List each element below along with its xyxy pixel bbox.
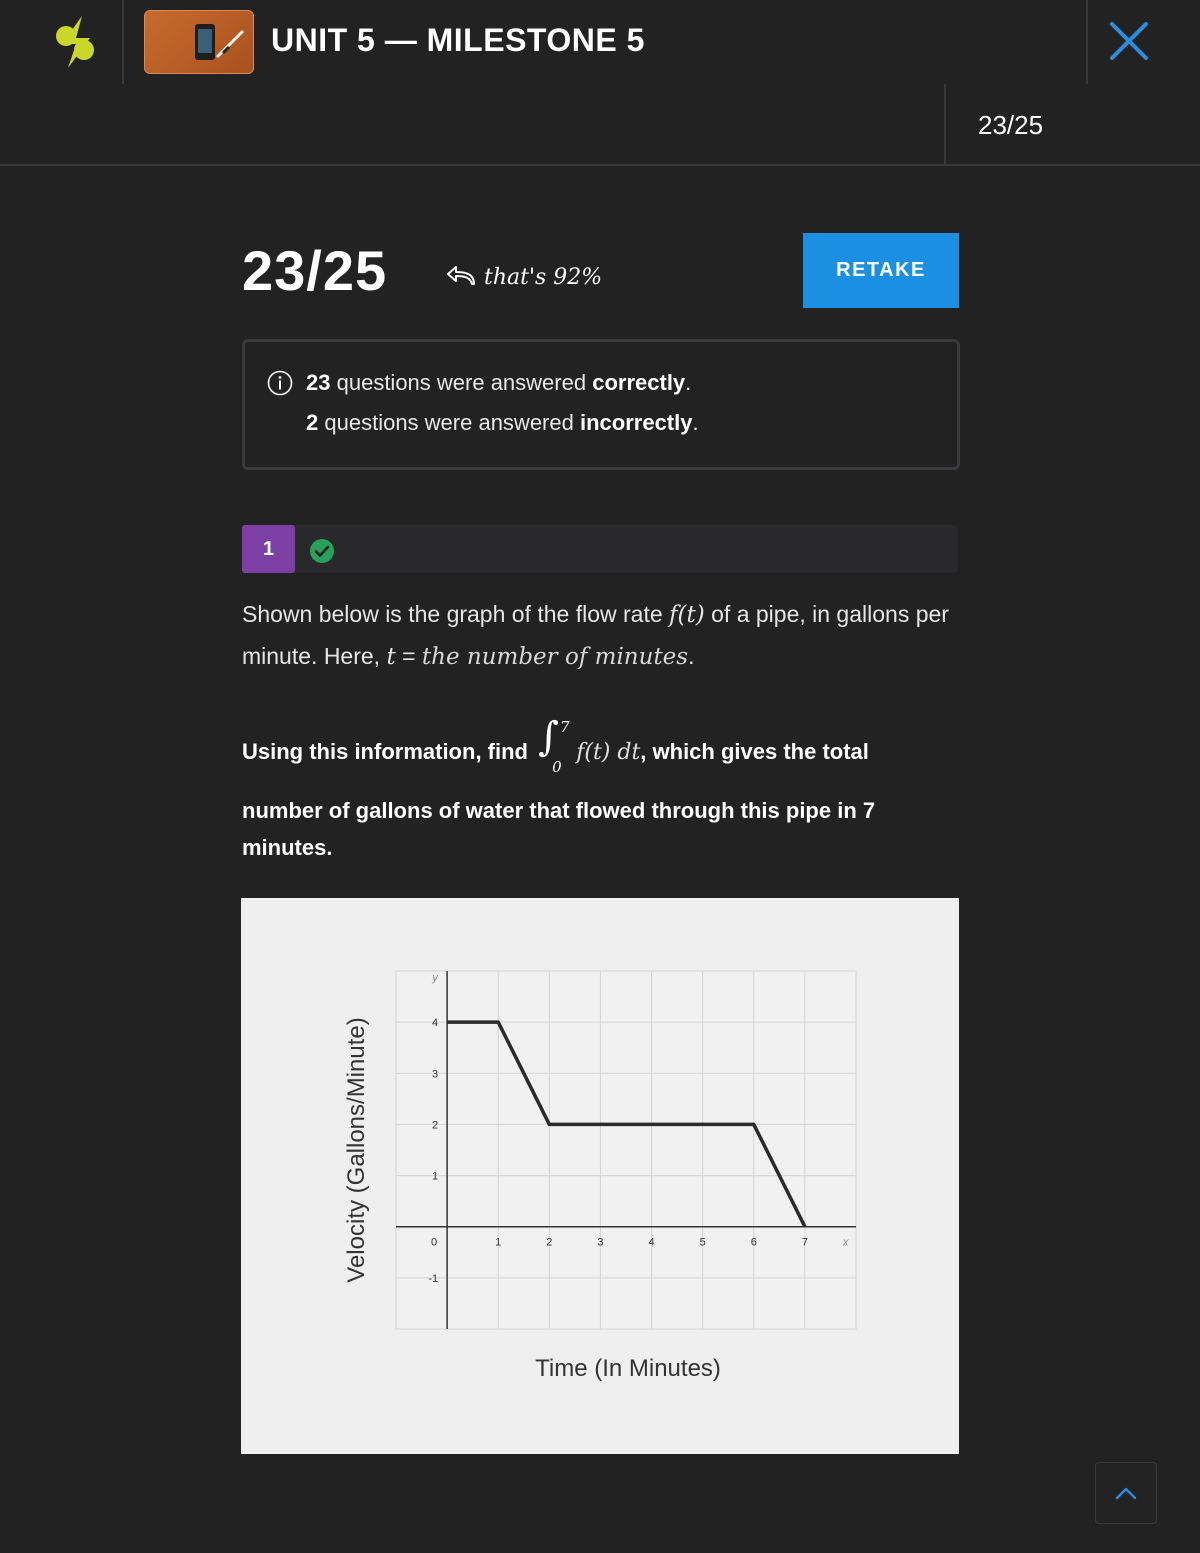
incorrect-count: 2 [306,410,319,435]
q-end: . [688,643,695,669]
top-bar [0,0,1200,84]
y-tick-label: 3 [431,1068,439,1081]
curved-arrow-icon [446,264,478,290]
x-axis-letter: x [843,1236,849,1249]
x-axis-title: Time (In Minutes) [535,1355,721,1382]
x-tick-label: 3 [597,1236,604,1249]
score-value: 23/25 [242,239,388,302]
incorrect-period: . [692,410,699,435]
y-axis-letter: y [432,972,438,985]
x-tick-label: 7 [801,1236,808,1249]
percent-note-text: that's 92% [484,264,603,290]
integral-upper: 7 [560,718,570,736]
incorrect-summary [306,410,699,436]
phone-pen-icon [145,11,253,73]
results-summary [242,339,960,470]
q-text-a: Shown below is the graph of the flow rate [242,601,670,627]
correct-summary [306,370,691,396]
correct-count: 23 [306,370,331,395]
q-eq: = [395,643,422,669]
y-tick-label: 4 [431,1017,439,1030]
x-tick-label: 1 [495,1236,502,1249]
y-tick-label: 2 [431,1119,439,1132]
x-tick-label: 0 [431,1236,438,1249]
close-icon[interactable] [1104,16,1154,66]
integral-sign-icon: ∫ [538,714,559,760]
q-text-b: of a pipe, in gallons per minute. Here, [242,601,949,669]
x-tick-label: 6 [750,1236,757,1249]
question-number-badge[interactable]: 1 [242,525,295,573]
q-find-text: Using this information, find [242,739,535,764]
header-divider-right [1086,0,1088,84]
info-icon [267,370,293,396]
question-progress: 23/25 [978,110,1044,140]
y-tick-label: -1 [428,1272,439,1285]
q-total-text: , which gives the total [640,739,869,764]
question-paragraph-1 [242,594,958,678]
correct-text: questions were answered [336,370,587,395]
percent-note [446,264,602,290]
y-axis-title: Velocity (Gallons/Minute) [343,1017,370,1283]
incorrect-word: incorrectly [579,410,693,435]
header-divider [122,0,124,84]
question-paragraph-2 [242,714,958,776]
incorrect-text: questions were answered [324,410,574,435]
integral-lower: 0 [552,758,562,776]
question-header[interactable] [242,525,958,573]
integral-expression [534,714,570,776]
x-tick-label: 4 [648,1236,655,1249]
chart-svg [241,898,959,1454]
flow-rate-chart [241,898,959,1454]
plot-area [396,971,856,1329]
progress-divider [944,84,946,164]
y-tick-label: 1 [431,1170,439,1183]
q-def: the number of minutes [421,644,689,670]
correct-check-icon [309,538,335,564]
unit-title: UNIT 5 — MILESTONE 5 [271,22,645,58]
scroll-to-top-button[interactable] [1095,1462,1157,1524]
x-tick-label: 2 [546,1236,553,1249]
retake-button[interactable]: RETAKE [803,233,959,308]
x-tick-label: 5 [699,1236,706,1249]
q-t: t [386,644,396,670]
sophia-logo-icon[interactable] [52,14,98,70]
question-paragraph-3: number of gallons of water that flowed through this pipe in 7 minutes. [242,798,876,860]
correct-period: . [685,370,692,395]
unit-thumbnail [144,10,254,74]
integral-body: f(t) dt [576,740,641,765]
q-fx: f(t) [669,602,705,628]
chevron-up-icon [1096,1463,1156,1523]
correct-word: correctly [592,370,686,395]
